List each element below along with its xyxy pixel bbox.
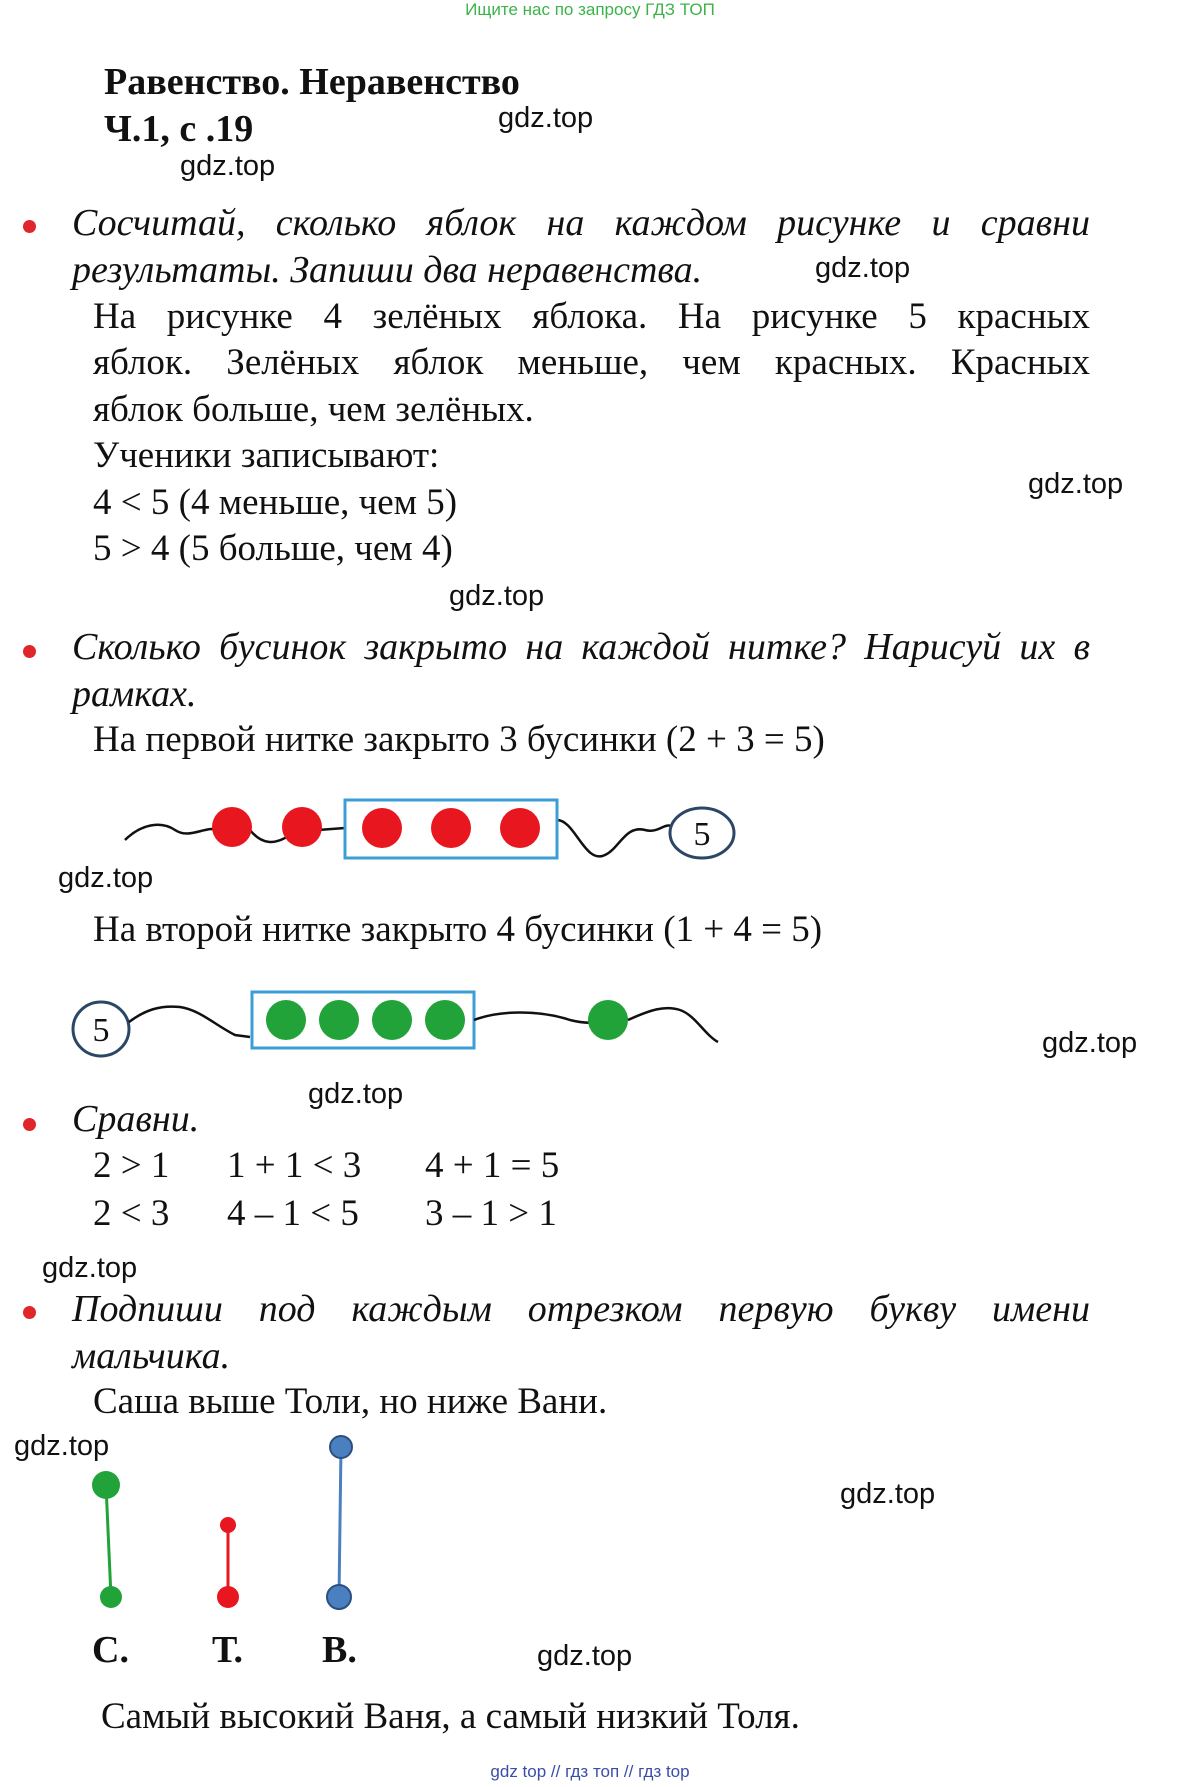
segment-endpoint <box>330 1436 352 1458</box>
comparison: 2 < 3 <box>93 1193 170 1234</box>
comparison: 1 + 1 < 3 <box>227 1145 362 1186</box>
task1-prompt-line1: Сосчитай, сколько яблок на каждом рисунке и сравни <box>72 202 1090 244</box>
task1-answer-line4: Ученики записывают: <box>93 435 440 476</box>
red-bead-hidden <box>431 808 471 848</box>
segment-letter: В. <box>322 1629 357 1671</box>
task1-answer-line2: яблок. Зелёных яблок меньше, чем красных. Красных <box>93 342 1090 383</box>
watermark: gdz.top <box>840 1478 936 1510</box>
bullet <box>23 220 36 233</box>
green-bead-hidden <box>319 1000 359 1040</box>
watermark: gdz.top <box>1042 1027 1138 1059</box>
thread <box>129 1007 250 1037</box>
page-title: Равенство. Неравенство <box>104 61 520 103</box>
task4-conclusion: Самый высокий Ваня, а самый низкий Толя. <box>101 1696 800 1737</box>
task1-answer-line3: яблок больше, чем зелёных. <box>93 389 534 430</box>
watermark: gdz.top <box>42 1252 138 1284</box>
task2-prompt-line1: Сколько бусинок закрыто на каждой нитке? Нарисуй их в <box>72 626 1090 668</box>
red-bead-hidden <box>500 808 540 848</box>
inequality-1: 4 < 5 (4 меньше, чем 5) <box>93 482 458 523</box>
task1-prompt-line2: результаты. Запиши два неравенства. <box>72 249 703 291</box>
segment-letter: С. <box>92 1629 129 1671</box>
total-circle-label: 5 <box>693 816 711 853</box>
green-bead-hidden <box>425 1000 465 1040</box>
bullet <box>23 645 36 658</box>
watermark: gdz.top <box>58 862 154 894</box>
task4-answer: Саша выше Толи, но ниже Вани. <box>93 1381 608 1422</box>
watermark: gdz.top <box>537 1640 633 1672</box>
thread <box>557 820 675 856</box>
green-bead <box>588 1000 628 1040</box>
green-bead-hidden <box>266 1000 306 1040</box>
green-bead-hidden <box>372 1000 412 1040</box>
thread <box>474 1013 608 1023</box>
inequality-2: 5 > 4 (5 больше, чем 4) <box>93 528 453 569</box>
total-circle-label: 5 <box>92 1012 110 1049</box>
red-bead-string <box>0 790 760 900</box>
task2-answer-first: На первой нитке закрыто 3 бусинки (2 + 3 = 5) <box>93 719 825 760</box>
task4-prompt-line1: Подпиши под каждым отрезком первую букву имени <box>72 1288 1090 1330</box>
segment-endpoint <box>100 1586 122 1608</box>
segment-endpoint <box>217 1586 239 1608</box>
segment-vanya <box>339 1447 341 1597</box>
task3-prompt: Сравни. <box>72 1098 200 1140</box>
bullet <box>23 1118 36 1131</box>
task2-prompt-line2: рамках. <box>72 673 197 715</box>
comparison: 2 > 1 <box>93 1145 170 1186</box>
green-bead-string <box>0 980 760 1090</box>
bullet <box>23 1306 36 1319</box>
thread <box>628 1008 718 1042</box>
watermark: gdz.top <box>449 580 545 612</box>
red-bead-hidden <box>362 808 402 848</box>
segment-endpoint <box>92 1471 120 1499</box>
watermark: gdz.top <box>180 150 276 182</box>
watermark: gdz.top <box>498 102 594 134</box>
task1-answer-line1: На рисунке 4 зелёных яблока. На рисунке 5 красных <box>93 296 1090 337</box>
top-banner: Ищите нас по запросу ГДЗ ТОП <box>465 0 715 19</box>
segment-letter: Т. <box>212 1629 244 1671</box>
red-bead <box>282 807 322 847</box>
red-bead <box>212 807 252 847</box>
segment-endpoint <box>220 1517 236 1533</box>
thread <box>318 828 345 830</box>
comparison: 4 + 1 = 5 <box>425 1145 560 1186</box>
segments-diagram <box>0 1430 420 1630</box>
task4-prompt-line2: мальчика. <box>72 1335 231 1377</box>
comparison: 4 – 1 < 5 <box>227 1193 359 1234</box>
page-subtitle: Ч.1, с .19 <box>104 108 254 150</box>
segment-endpoint <box>327 1585 351 1609</box>
footer-links[interactable]: gdz top // гдз топ // гдз top <box>490 1762 690 1781</box>
comparison: 3 – 1 > 1 <box>425 1193 557 1234</box>
watermark: gdz.top <box>1028 468 1124 500</box>
watermark: gdz.top <box>815 252 911 284</box>
segment-sasha <box>106 1485 111 1597</box>
watermark: gdz.top <box>308 1078 404 1110</box>
watermark: gdz.top <box>14 1430 110 1462</box>
task2-answer-second: На второй нитке закрыто 4 бусинки (1 + 4 = 5) <box>93 909 823 950</box>
thread <box>125 825 220 840</box>
